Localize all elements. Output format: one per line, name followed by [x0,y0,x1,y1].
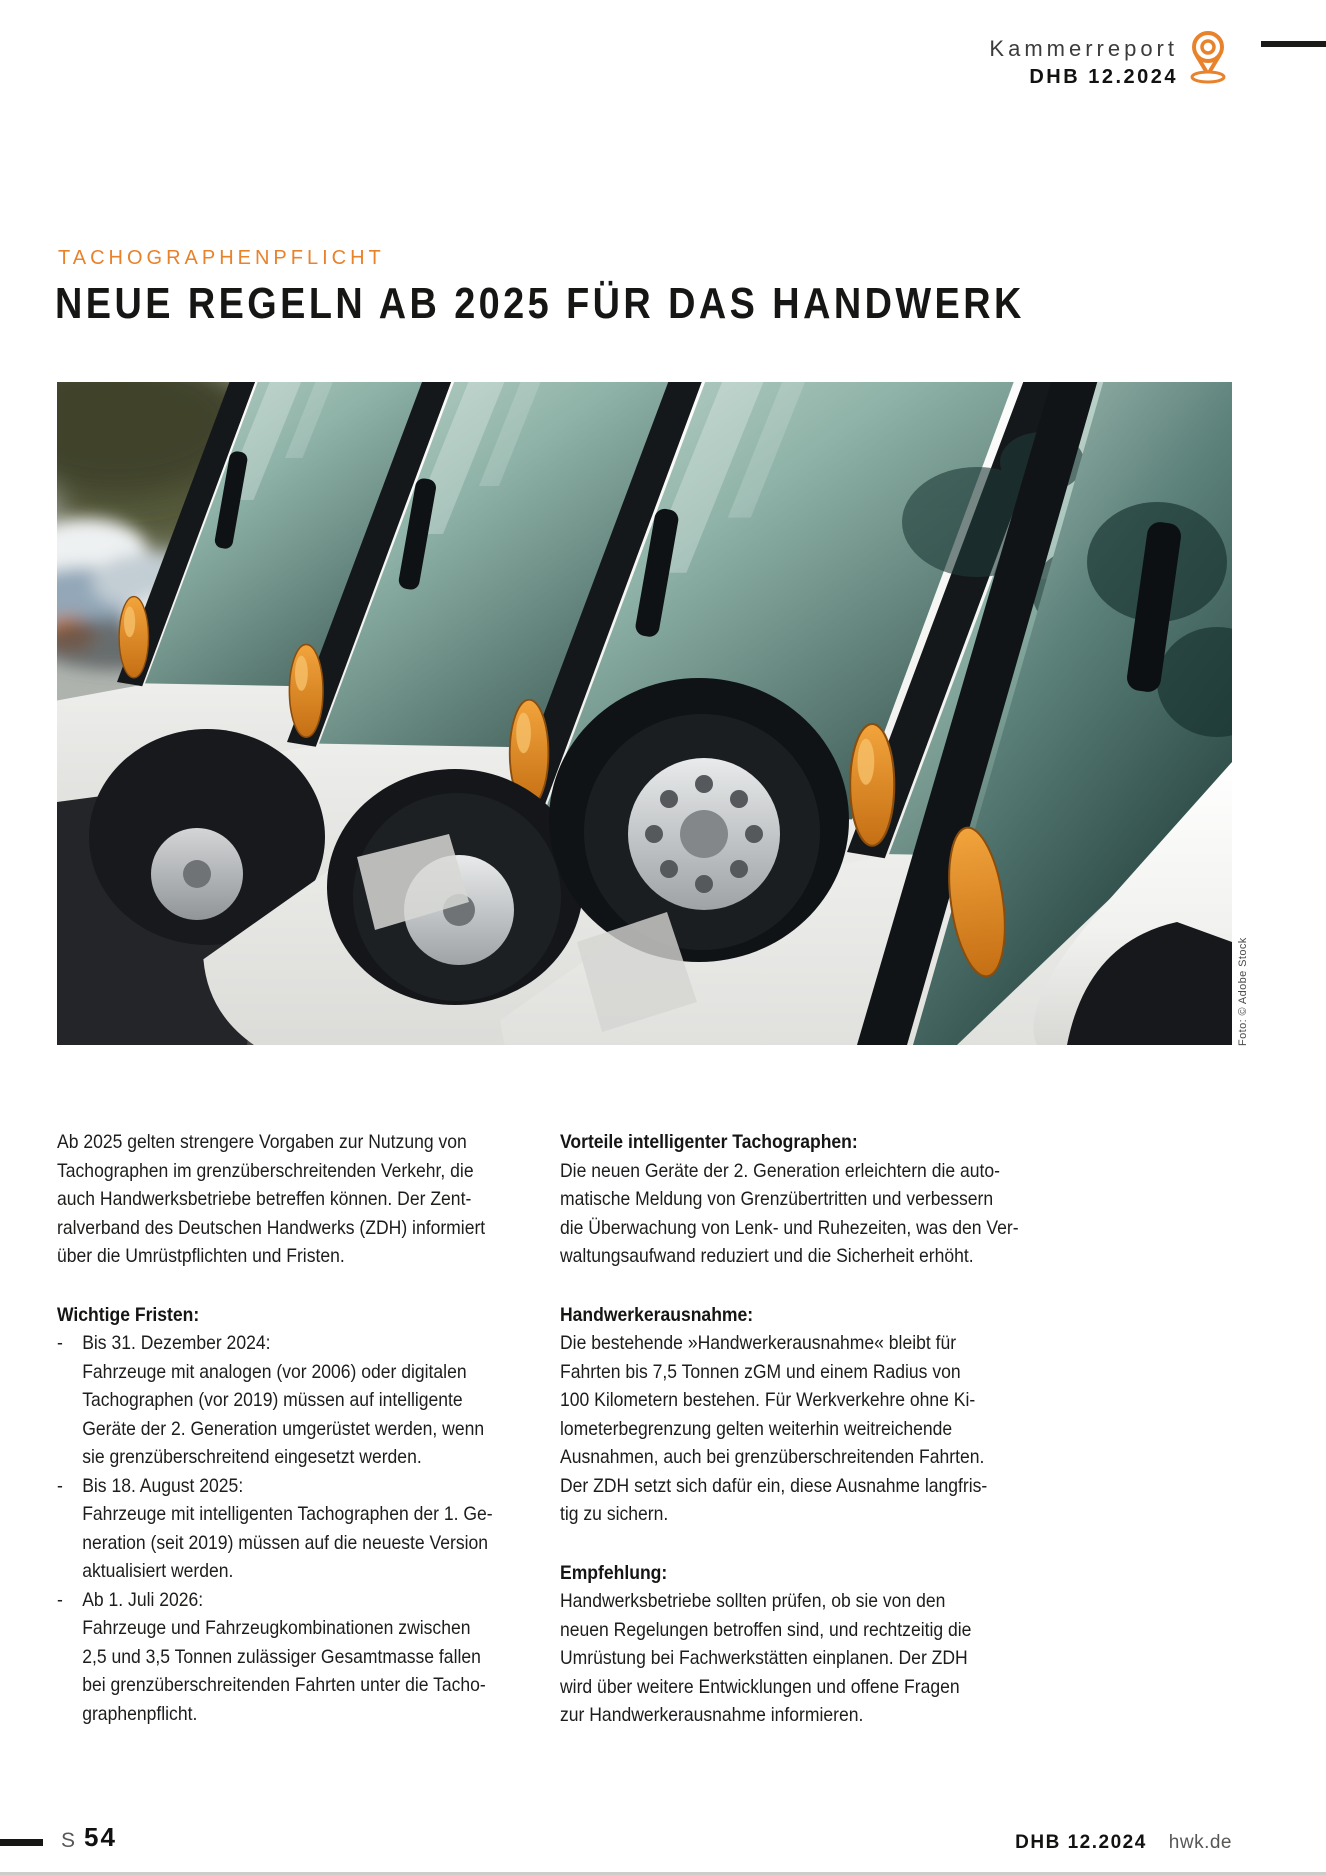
body-line: über die Umrüstpflichten und Fristen. [57,1245,345,1267]
bullet-lead: Ab 1. Juli 2026: [82,1588,204,1611]
section-paragraph [560,1587,1046,1730]
page-prefix: S [61,1829,77,1852]
body-line: Handwerksbetriebe sollten prüfen, ob sie von den [560,1590,946,1612]
section-name: Kammerreport [989,36,1178,61]
body-line: neuen Regelungen betroffen sind, und rechtzeitig die [560,1618,972,1641]
body-line: zur Handwerkerausnahme informieren. [560,1704,864,1726]
body-line: Der ZDH setzt sich dafür ein, diese Ausnahme langfris- [560,1474,988,1497]
body-line: Umrüstung bei Fachwerkstätten einplanen. Der ZDH [560,1647,968,1669]
section-paragraph [560,1329,1046,1529]
body-line: Ab 2025 gelten strengere Vorgaben zur Nutzung von [57,1131,467,1153]
subheading-vorteile: Vorteile intelligenter Tachographen: [560,1131,858,1153]
body-line: Geräte der 2. Generation umgerüstet werden, wenn [82,1417,485,1440]
body-line: wird über weitere Entwicklungen und offene Fragen [560,1675,960,1698]
location-pin-icon [1184,28,1232,84]
vans-photo-illustration [57,382,1232,1045]
header-rule [1261,41,1326,47]
body-line: lometerbegrenzung gelten weiterhin weitreichende [560,1417,953,1440]
section-paragraph [560,1157,1046,1271]
body-line: Fahrzeuge und Fahrzeugkombinationen zwischen [82,1617,471,1639]
body-line: neration (seit 2019) müssen auf die neueste Version [82,1531,489,1554]
body-line: Fahrzeuge mit analogen (vor 2006) oder digitalen [82,1360,467,1383]
list-item: - Bis 18. August 2025: Fahrzeuge mit intelligenten Tachographen der 1. Ge- neration (seit 2019) müssen auf die neueste Version aktualisiert werden. [57,1472,530,1586]
body-line: Die bestehende »Handwerkerausnahme« bleibt für [560,1332,957,1354]
body-line: aktualisiert werden. [82,1560,234,1582]
subheading-fristen: Wichtige Fristen: [57,1303,200,1326]
photo-credit: Foto: © Adobe Stock [1237,937,1249,1046]
body-line: waltungsaufwand reduziert und die Sicherheit erhöht. [560,1245,974,1267]
bullet-text [82,1358,484,1472]
body-line: ralverband des Deutschen Handwerks (ZDH) informiert [57,1216,486,1239]
body-line: Tachographen im grenzüberschreitenden Verkehr, die [57,1159,474,1182]
footer-right [1015,1832,1232,1854]
body-line: Tachographen (vor 2019) müssen auf intelligente [82,1389,463,1411]
article-photo [57,382,1232,1045]
body-line: bei grenzüberschreitenden Fahrten unter die Tacho- [82,1674,486,1696]
body-line: auch Handwerksbetriebe betreffen können. Der Zent- [57,1188,472,1210]
issue-label: DHB 12.2024 [1029,66,1178,88]
bullet-text [82,1500,492,1586]
body-line: graphenpflicht. [82,1702,198,1725]
page-header [989,36,1178,89]
body-line: Ausnahmen, auch bei grenzüberschreitenden Fahrten. [560,1446,985,1468]
body-line: 100 Kilometern bestehen. Für Werkverkehre ohne Ki- [560,1389,976,1411]
body-line: sie grenzüberschreitend eingesetzt werden. [82,1446,422,1468]
page-number: 54 [84,1822,117,1852]
intro-paragraph [57,1128,530,1271]
body-line: Fahrten bis 7,5 Tonnen zGM und einem Radius von [560,1360,961,1383]
body-line: 2,5 und 3,5 Tonnen zulässiger Gesamtmasse fallen [82,1645,481,1668]
bullet-lead: Bis 18. August 2025: [82,1474,244,1497]
body-line: Die neuen Geräte der 2. Generation erleichtern die auto- [560,1159,1001,1182]
subheading-empfehlung: Empfehlung: [560,1561,668,1584]
body-line: matische Meldung von Grenzübertritten und verbessern [560,1188,994,1210]
bullet-lead: Bis 31. Dezember 2024: [82,1332,271,1354]
subheading-handwerkerausnahme: Handwerkerausnahme: [560,1303,754,1326]
article-title: NEUE REGELN AB 2025 FÜR DAS HANDWERK [55,279,1025,328]
bullet-text [82,1614,486,1728]
body-line: Fahrzeuge mit intelligenten Tachographen der 1. Ge- [82,1503,493,1525]
article-kicker: TACHOGRAPHENPFLICHT [58,247,385,269]
body-column-left [57,1128,530,1728]
body-line: tig zu sichern. [560,1503,669,1525]
footer-rule [0,1839,43,1846]
footer-site-link[interactable]: hwk.de [1168,1832,1232,1853]
list-item: - Bis 31. Dezember 2024: Fahrzeuge mit analogen (vor 2006) oder digitalen Tachographen (vor 2019) müssen auf intelligente Geräte der 2. Generation umgerüstet werden, wenn sie grenzüberschreitend eingesetzt werden. [57,1329,530,1472]
footer-issue: DHB 12.2024 [1015,1832,1147,1853]
list-item: - Ab 1. Juli 2026: Fahrzeuge und Fahrzeugkombinationen zwischen 2,5 und 3,5 Tonnen zulässiger Gesamtmasse fallen bei grenzüberschreitenden Fahrten unter die Tacho- graphenpflicht. [57,1586,530,1729]
body-column-right [560,1128,1046,1730]
body-line: die Überwachung von Lenk- und Ruhezeiten, was den Ver- [560,1216,1019,1239]
